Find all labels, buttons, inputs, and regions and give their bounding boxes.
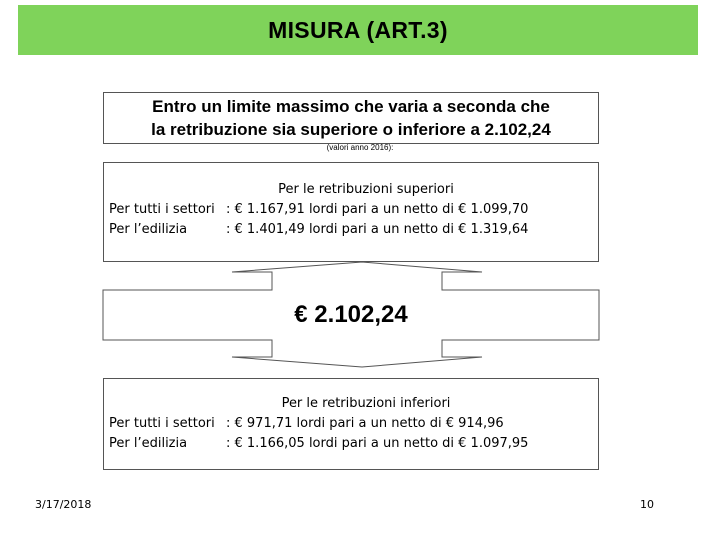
intro-line-2: la retribuzione sia superiore o inferiore a 2.102,24 xyxy=(151,120,551,139)
row-value: : € 1.167,91 lordi pari a un netto di € 1.099,70 xyxy=(226,202,529,217)
row-label: Per l’edilizia xyxy=(109,436,188,451)
row-value: : € 1.166,05 lordi pari a un netto di € 1.097,95 xyxy=(226,436,529,451)
row-value: : € 971,71 lordi pari a un netto di € 914,96 xyxy=(226,416,504,431)
intro-line-1: Entro un limite massimo che varia a seconda che xyxy=(152,97,550,116)
row-label: Per tutti i settori xyxy=(109,416,215,431)
footer-date: 3/17/2018 xyxy=(35,498,92,511)
slide-title: MISURA (ART.3) xyxy=(268,16,448,43)
values-year-note: (valori anno 2016): xyxy=(326,143,394,152)
inferior-heading: Per le retribuzioni inferiori xyxy=(281,396,451,411)
inferior-row-construction xyxy=(104,434,598,454)
row-label: Per tutti i settori xyxy=(109,202,215,217)
page-number: 10 xyxy=(640,498,654,511)
superior-heading: Per le retribuzioni superiori xyxy=(278,182,454,197)
inferior-row-all-sectors xyxy=(104,414,598,434)
inferior-wages-box xyxy=(103,378,599,470)
threshold-amount: € 2.102,24 xyxy=(294,301,408,328)
row-value: : € 1.401,49 lordi pari a un netto di € 1.319,64 xyxy=(226,222,529,237)
row-label: Per l’edilizia xyxy=(109,222,188,237)
